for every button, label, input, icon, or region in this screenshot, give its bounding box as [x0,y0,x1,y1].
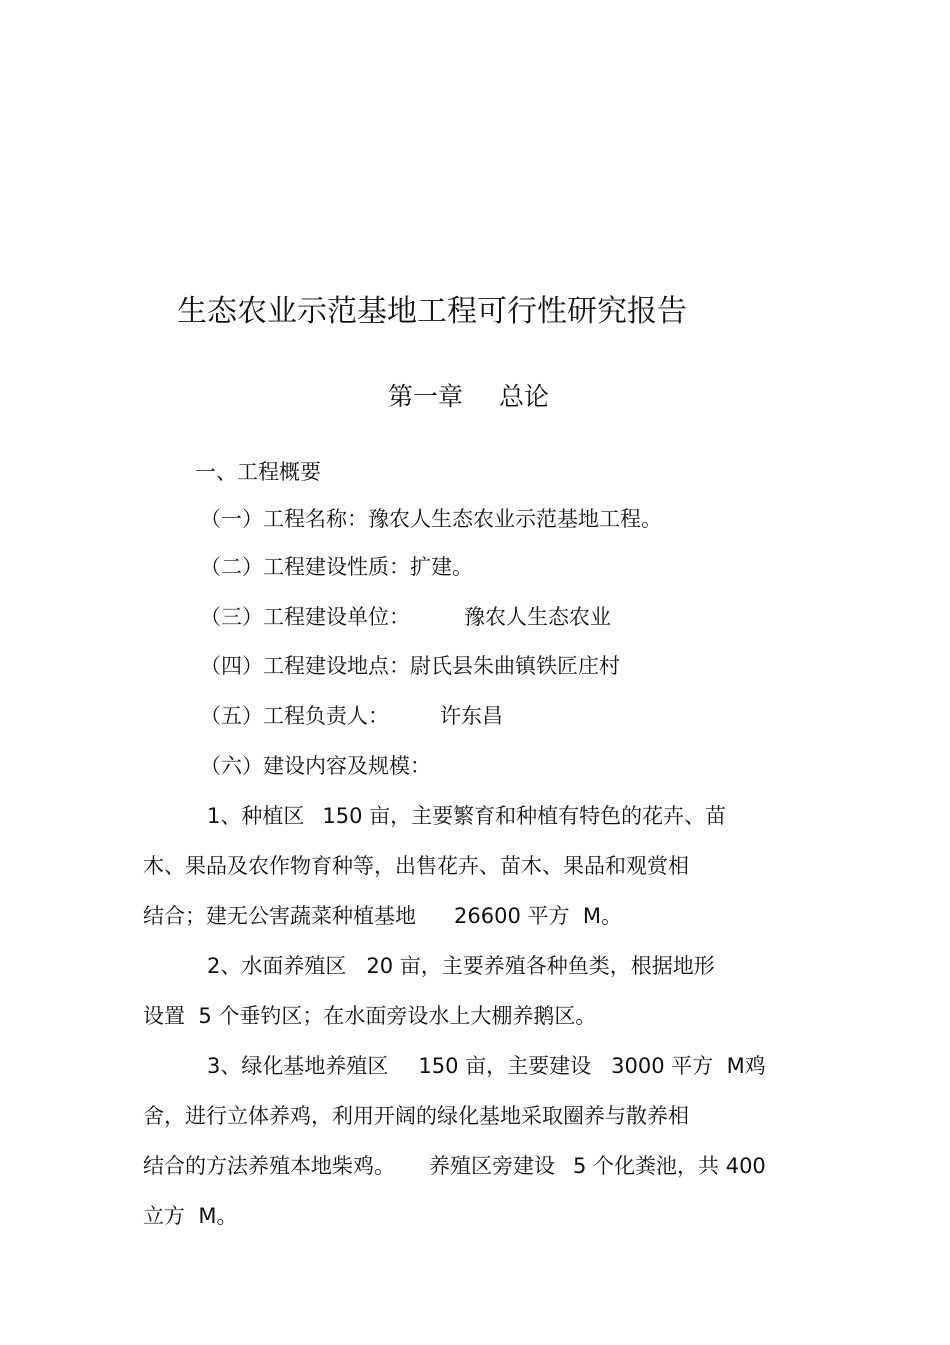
chapter-number: 第一章 [388,382,464,411]
paragraph-2-line-2: 设置 5 个垂钓区；在水面旁设水上大棚养鹅区。 [143,1004,597,1028]
paragraph-3-line-3-text-b: 养殖区旁建设 [429,1154,555,1178]
item-project-unit [200,603,611,631]
item-project-unit-label: （三）工程建设单位： [200,605,410,629]
paragraph-3-line-1 [207,1052,766,1080]
item-project-name: （一）工程名称：豫农人生态农业示范基地工程。 [200,507,662,531]
section-heading: 一、工程概要 [195,460,321,484]
paragraph-1-line-2: 木、果品及农作物育种等，出售花卉、苗木、果品和观赏相 [143,854,689,878]
paragraph-3-text: 150 亩，主要建设 [418,1054,592,1078]
paragraph-1-line-3-text: 结合；建无公害蔬菜种植基地 [143,904,416,928]
paragraph-3-area: 3000 平方 M鸡 [611,1054,766,1078]
document-title: 生态农业示范基地工程可行性研究报告 [177,294,687,329]
paragraph-1-area: 26600 平方 M。 [454,904,622,928]
paragraph-1-text: 150 亩，主要繁育和种植有特色的花卉、苗 [322,804,727,828]
paragraph-3-line-4: 立方 M。 [143,1204,238,1228]
paragraph-3-line-2: 舍，进行立体养鸡，利用开阔的绿化基地采取圈养与散养相 [143,1104,689,1128]
paragraph-1-line-1 [207,802,726,830]
paragraph-3-pools: 5 个化粪池，共 400 [573,1154,766,1178]
item-project-owner-label: （五）工程负责人： [200,704,389,728]
paragraph-3-line-3 [143,1152,766,1180]
chapter-name: 总论 [499,382,550,411]
chapter-heading [388,380,549,414]
paragraph-2-line-1 [207,952,715,980]
item-project-owner [200,702,503,730]
item-project-scope: （六）建设内容及规模： [200,754,431,778]
paragraph-2-text: 20 亩，主要养殖各种鱼类，根据地形 [366,954,715,978]
paragraph-1-label: 1、种植区 [207,804,305,828]
item-project-nature: （二）工程建设性质：扩建。 [200,555,473,579]
paragraph-3-label: 3、绿化基地养殖区 [207,1054,389,1078]
paragraph-2-label: 2、水面养殖区 [207,954,347,978]
item-project-owner-value: 许东昌 [440,704,503,728]
paragraph-1-line-3 [143,902,622,930]
paragraph-3-line-3-text: 结合的方法养殖本地柴鸡。 [143,1154,395,1178]
item-project-unit-value: 豫农人生态农业 [464,605,611,629]
item-project-location: （四）工程建设地点：尉氏县朱曲镇铁匠庄村 [200,654,620,678]
